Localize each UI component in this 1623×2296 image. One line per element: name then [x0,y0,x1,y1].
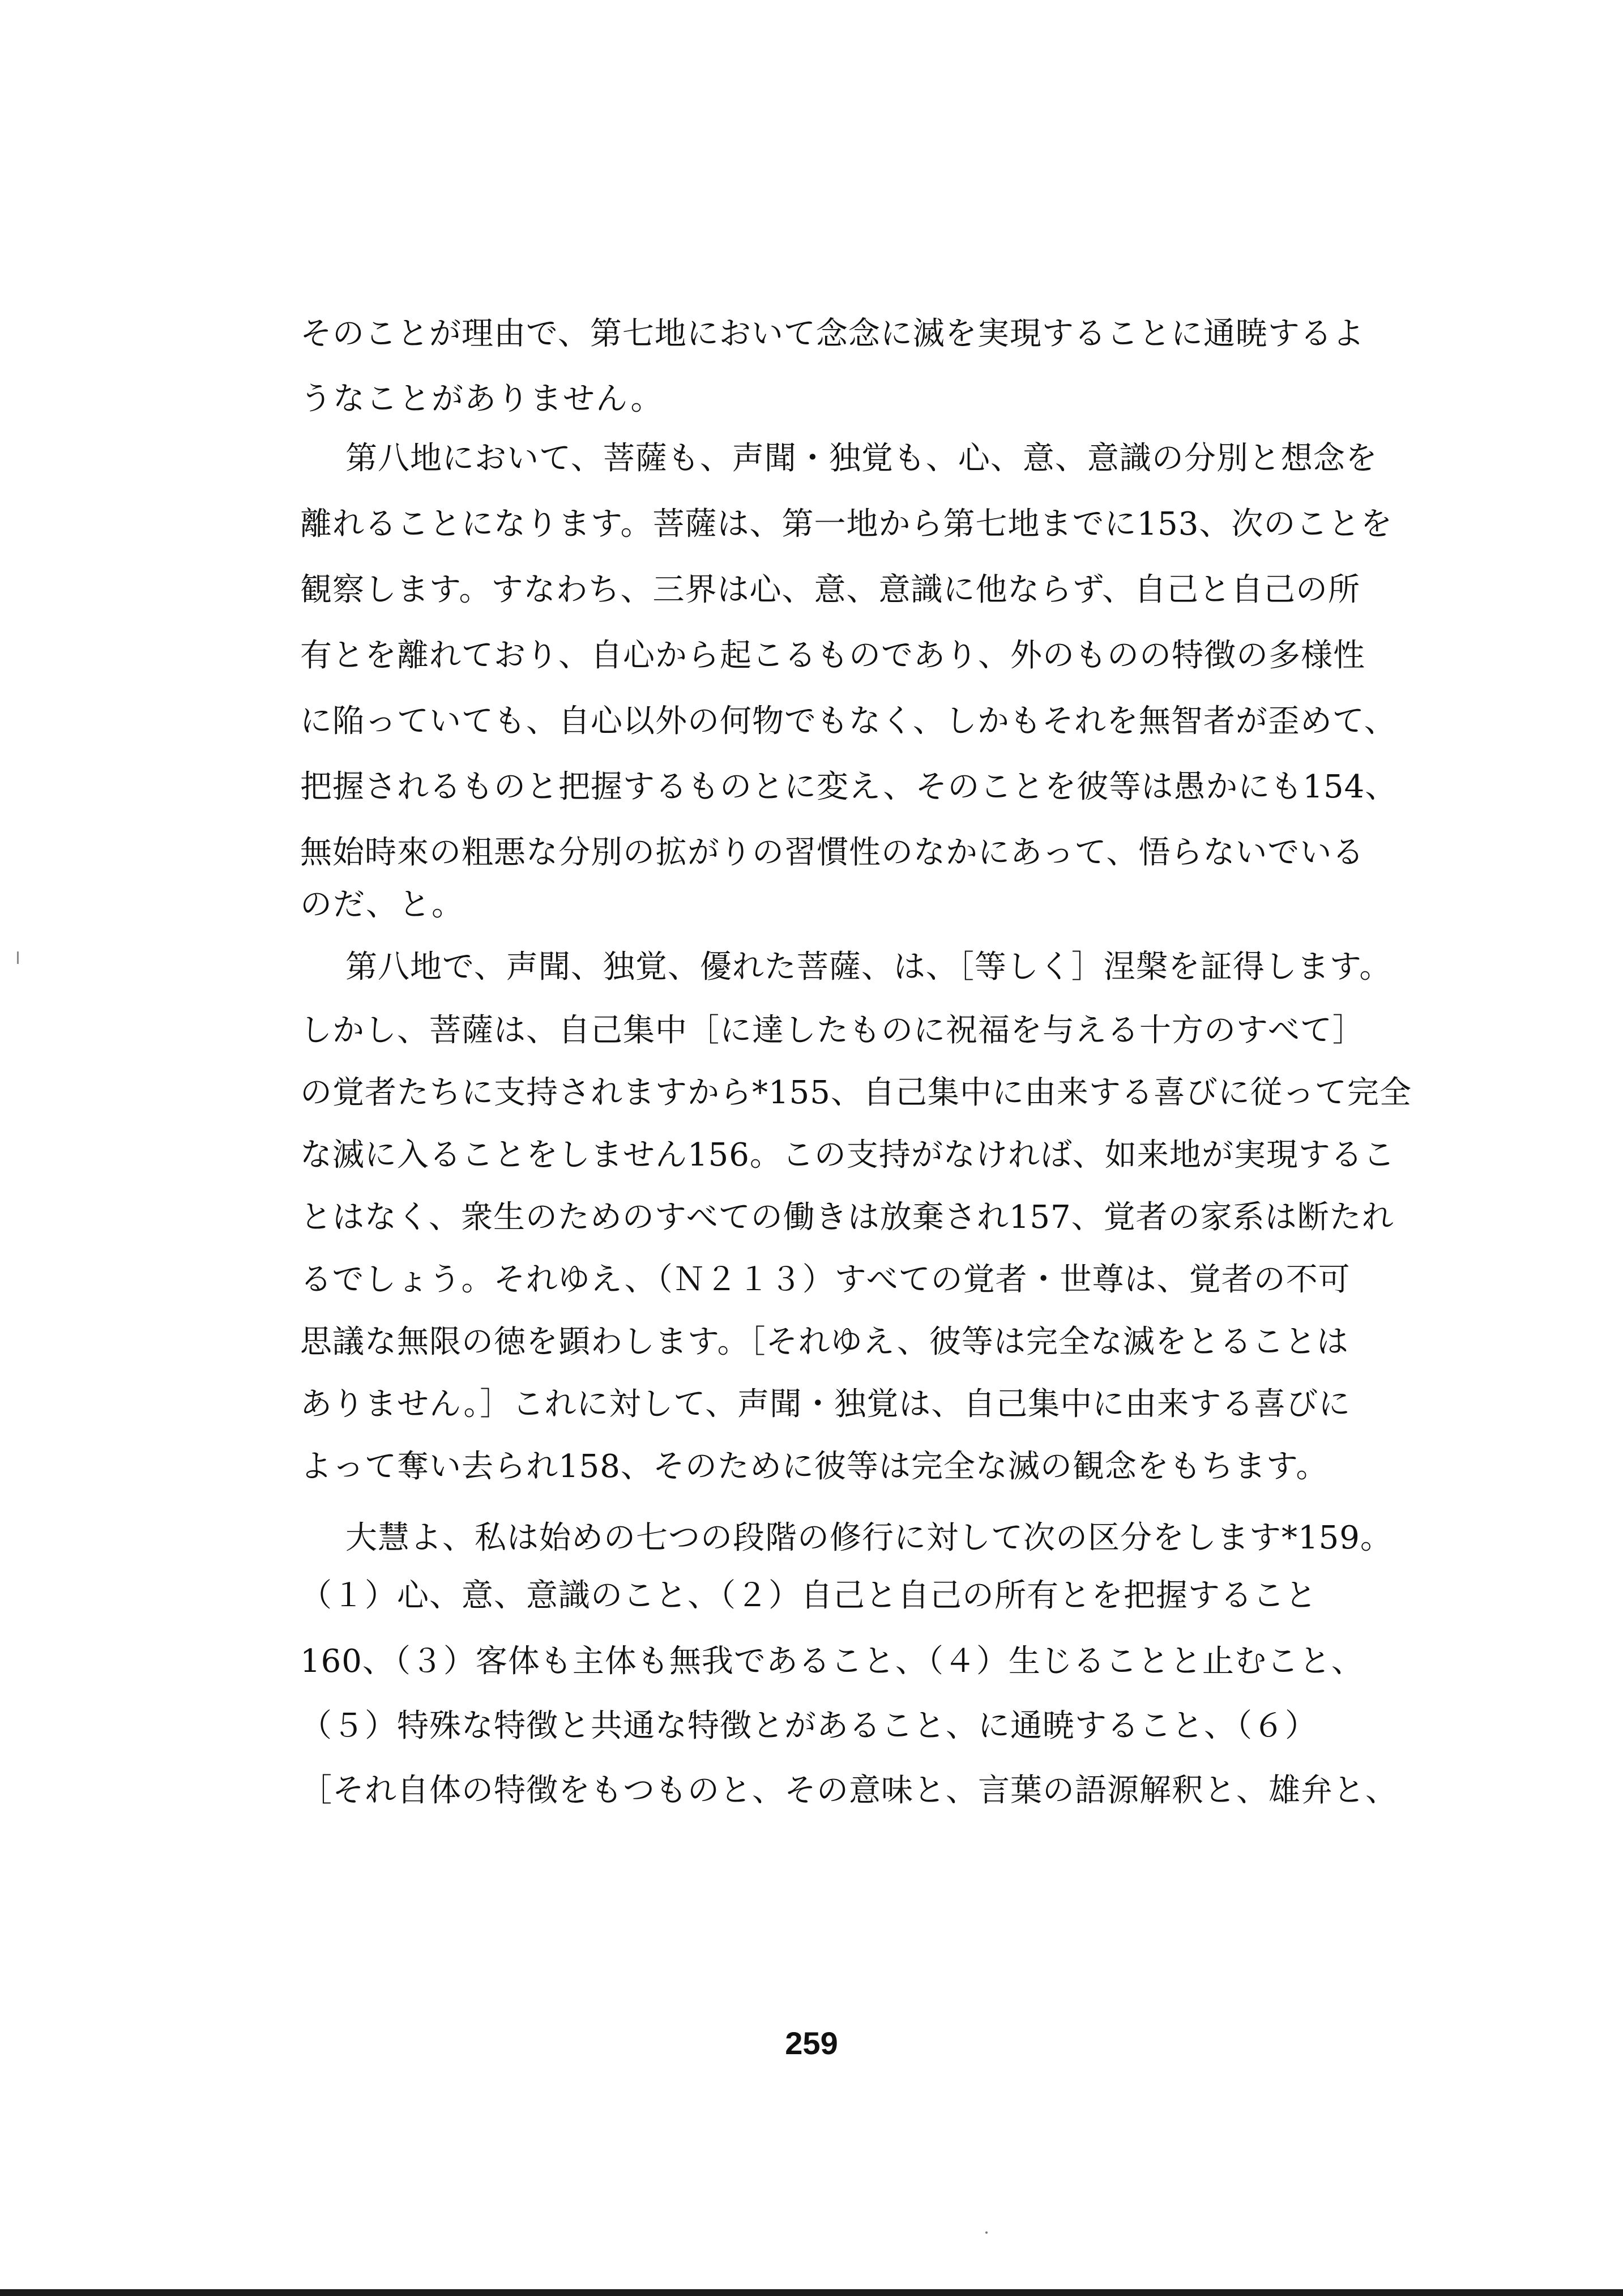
page-number: 259 [785,2025,838,2061]
text-line-21: （１）心、意、意識のこと、（２）自己と自己の所有とを把握すること [300,1577,1317,1614]
text-line-15: とはなく、衆生のためのすべての働きは放棄され157、覚者の家系は断たれ [300,1199,1394,1236]
text-line-2: うなことがありません。 [300,381,664,417]
text-line-10: のだ、と。 [300,886,464,923]
text-line-14: な滅に入ることをしません156。この支持がなければ、如来地が実現するこ [300,1137,1395,1173]
text-line-1: そのことが理由で、第七地において念念に滅を実現することに通暁するよ [300,315,1365,352]
text-line-6: 有とを離れており、自心から起こるものであり、外のものの特徴の多様性 [300,637,1365,674]
text-line-13: の覚者たちに支持されますから*155、自己集中に由来する喜びに従って完全 [300,1074,1412,1111]
text-line-4: 離れることになります。菩薩は、第一地から第七地までに153、次のことを [300,506,1393,543]
text-line-24: ［それ自体の特徴をもつものと、その意味と、言葉の語源解釈と、雄弁と、 [300,1772,1398,1809]
text-line-8: 把握されるものと把握するものとに変え、そのことを彼等は愚かにも154、 [300,769,1398,805]
text-line-20: 大慧よ、私は始めの七つの段階の修行に対して次の区分をします*159。 [345,1520,1393,1556]
text-line-3: 第八地において、菩薩も、声聞・独覚も、心、意、意識の分別と想念を [345,440,1378,477]
scan-artifact-dot [985,2231,988,2234]
text-line-5: 観察します。すなわち、三界は心、意、意識に他ならず、自己と自己の所 [300,571,1361,608]
text-line-19: よって奪い去られ158、そのために彼等は完全な滅の観念をもちます。 [300,1448,1329,1485]
text-line-12: しかし、菩薩は、自己集中［に達したものに祝福を与える十方のすべて］ [300,1012,1365,1049]
text-line-17: 思議な無限の徳を顕わします。［それゆえ、彼等は完全な滅をとることは [300,1324,1349,1360]
text-line-23: （５）特殊な特徴と共通な特徴とがあること、に通暁すること、（６） [300,1708,1317,1744]
text-line-22: 160、（３）客体も主体も無我であること、（４）生じることと止むこと、 [300,1643,1364,1680]
text-line-11: 第八地で、声聞、独覚、優れた菩薩、は、［等しく］涅槃を証得します。 [345,949,1392,985]
text-line-9: 無始時來の粗悪な分別の拡がりの習慣性のなかにあって、悟らないでいる [300,834,1365,871]
scan-artifact-mark [17,951,19,964]
text-line-7: に陥っていても、自心以外の何物でもなく、しかもそれを無智者が歪めて、 [300,703,1396,740]
text-line-16: るでしょう。それゆえ、（Ｎ２１３）すべての覚者・世尊は、覚者の不可 [300,1261,1351,1298]
scan-bottom-edge [0,2289,1623,2296]
text-line-18: ありません。］これに対して、声聞・独覚は、自己集中に由来する喜びに [300,1386,1351,1423]
